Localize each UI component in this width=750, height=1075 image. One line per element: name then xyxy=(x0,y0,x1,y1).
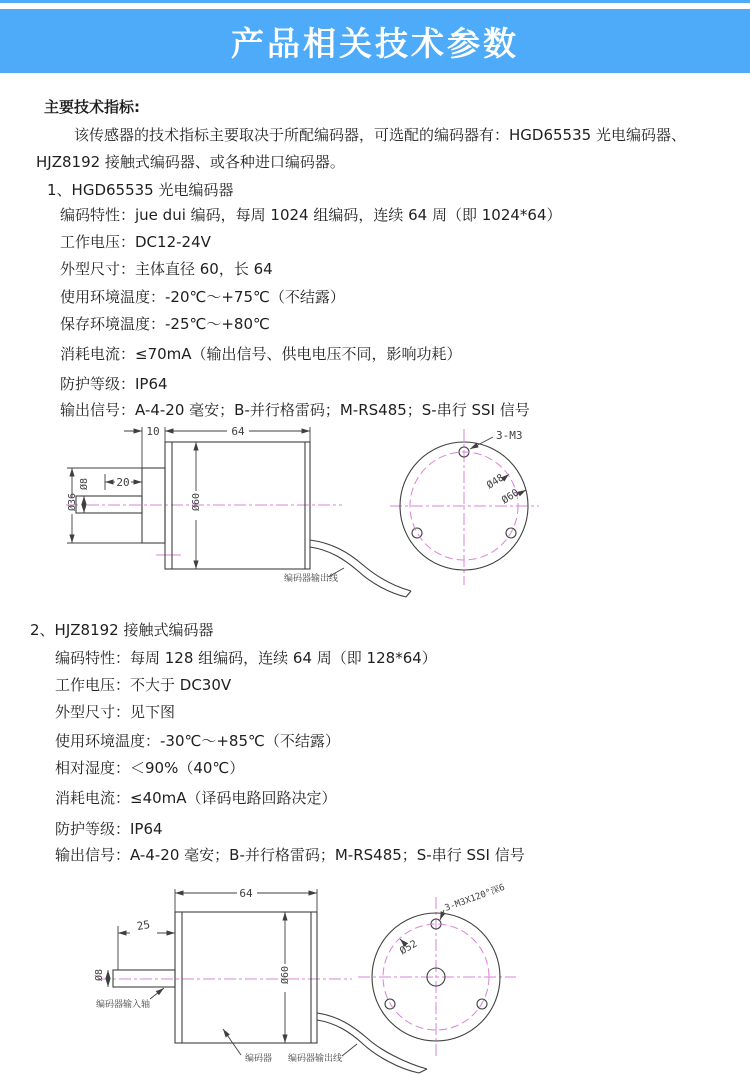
dim-outer-diameter: Ø60 xyxy=(500,487,522,507)
s2-spec-operating-temp: 使用环境温度：-30℃～+85℃（不结露） xyxy=(55,732,340,750)
hjz8192-drawing xyxy=(60,880,620,1075)
s2-spec-protection: 防护等级：IP64 xyxy=(55,820,163,838)
s1-spec-coding: 编码特性：jue dui 编码，每周 1024 组编码，连续 64 周（即 1024*64） xyxy=(60,206,562,224)
hgd65535-drawing xyxy=(60,420,620,620)
label-encoder-body: 编码器 xyxy=(245,1054,273,1064)
s1-spec-output-signal: 输出信号：A-4-20 毫安；B-并行格雷码；M-RS485；S-串行 SSI 信号 xyxy=(60,401,530,419)
centerlines xyxy=(98,897,516,1058)
s1-spec-current: 消耗电流：≤70mA（输出信号、供电电压不同，影响功耗） xyxy=(60,345,462,363)
label-output-cable: 编码器输出线 xyxy=(288,1054,343,1064)
dim-body-length: 64 xyxy=(239,887,253,900)
dim-bolt-circle: Ø52 xyxy=(398,938,420,958)
s1-spec-operating-temp: 使用环境温度：-20℃～+75℃（不结露） xyxy=(60,288,345,306)
section2-title: 2、HJZ8192 接触式编码器 xyxy=(30,621,214,639)
encoder-body-outline xyxy=(175,912,317,1043)
s2-spec-dimensions: 外型尺寸：见下图 xyxy=(55,703,176,721)
dimension-labels xyxy=(93,882,506,984)
intro-line-2: HJZ8192 接触式编码器、或各种进口编码器。 xyxy=(36,153,345,171)
s2-spec-voltage: 工作电压：不大于 DC30V xyxy=(55,676,232,694)
s1-spec-voltage: 工作电压：DC12-24V xyxy=(60,233,211,251)
label-mounting-holes: 3-M3X120°深6 xyxy=(443,882,507,914)
s1-spec-storage-temp: 保存环境温度：-25℃～+80℃ xyxy=(60,315,270,333)
label-input-shaft: 编码器输入轴 xyxy=(96,1000,151,1010)
dim-shaft-diameter: Ø8 xyxy=(94,968,105,982)
side-view xyxy=(113,912,427,1073)
dim-flange-diameter: Ø36 xyxy=(67,492,78,512)
side-view xyxy=(76,442,411,597)
label-output-cable: 编码器输出线 xyxy=(284,574,339,584)
dimension-lines xyxy=(108,889,444,1056)
dim-shaft-diameter: Ø8 xyxy=(79,477,90,491)
s1-spec-protection: 防护等级：IP64 xyxy=(60,375,168,393)
s1-spec-dimensions: 外型尺寸：主体直径 60，长 64 xyxy=(60,260,273,278)
top-accent-strip xyxy=(0,0,750,3)
dim-body-diameter: Ø60 xyxy=(191,492,202,512)
intro-line-1: 该传感器的技术指标主要取决于所配编码器，可选配的编码器有：HGD65535 光电编码器、 xyxy=(74,126,686,144)
header-banner xyxy=(0,9,750,73)
dim-bolt-circle: Ø48 xyxy=(485,472,507,492)
dim-shaft-length: 20 xyxy=(116,476,130,489)
dimension-lines xyxy=(67,427,526,577)
s2-spec-coding: 编码特性：每周 128 组编码，连续 64 周（即 128*64） xyxy=(55,649,437,667)
dim-body-diameter: Ø60 xyxy=(280,965,291,985)
dim-flange-width: 10 xyxy=(146,425,160,438)
dim-shaft-length: 25 xyxy=(135,918,152,934)
section1-title: 1、HGD65535 光电编码器 xyxy=(47,181,234,199)
intro-heading: 主要技术指标: xyxy=(44,98,140,116)
s2-spec-output-signal: 输出信号：A-4-20 毫安；B-并行格雷码；M-RS485；S-串行 SSI 信号 xyxy=(55,846,525,864)
page-title: 产品相关技术参数 xyxy=(231,23,519,63)
s2-spec-humidity: 相对湿度：＜90%（40℃） xyxy=(55,759,245,777)
label-mounting-holes: 3-M3 xyxy=(496,429,523,442)
s2-spec-current: 消耗电流：≤40mA（译码电路回路决定） xyxy=(55,789,337,807)
dim-body-length: 64 xyxy=(231,425,245,438)
